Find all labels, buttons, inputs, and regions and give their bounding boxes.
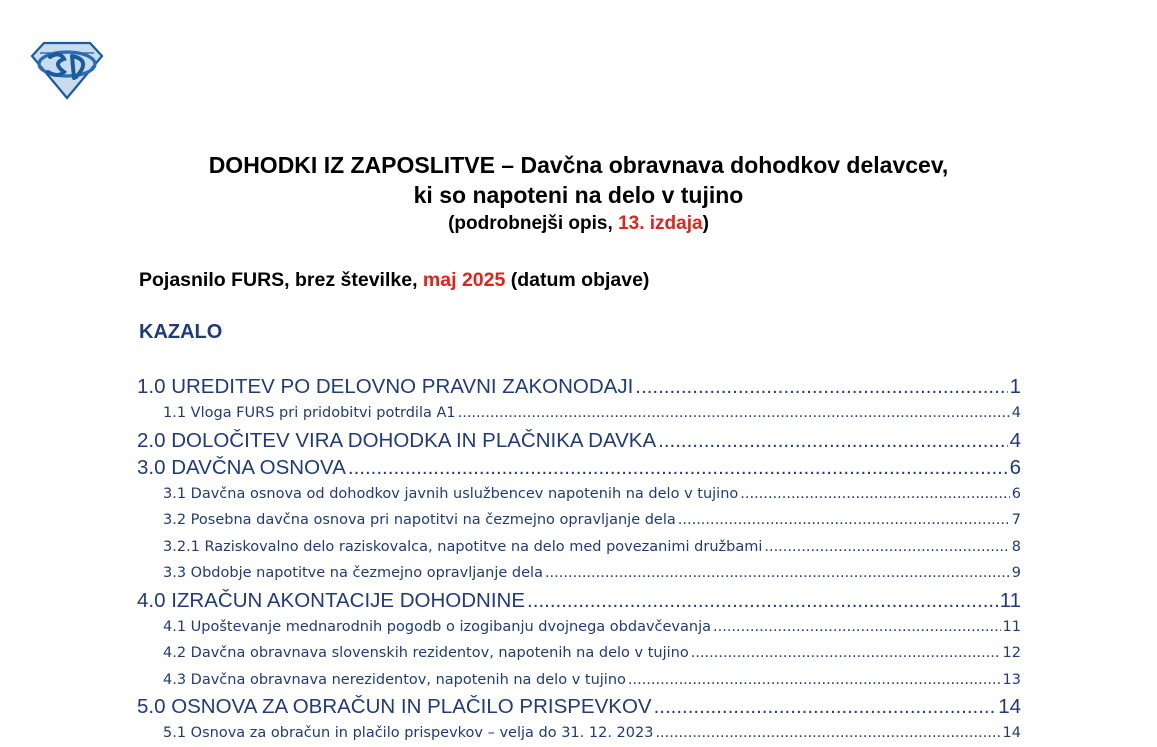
explanation-line [139,269,649,292]
toc-section-link[interactable] [137,614,1021,641]
toc-dot-leader [764,534,1009,561]
toc-page-number: 7 [1011,512,1021,528]
toc-dot-leader [527,587,998,614]
toc-dot-leader [635,373,1007,400]
toc-entry-title: 5.0 OSNOVA ZA OBRAČUN IN PLAČILO PRISPEVKOV [137,695,652,718]
document-title-line-1: DOHODKI IZ ZAPOSLITVE – Davčna obravnava dohodkov delavcev, [208,152,949,178]
toc-section-link[interactable] [137,560,1021,587]
toc-chapter-link[interactable] [137,427,1021,454]
toc-section-link[interactable] [137,481,1021,508]
toc-page-number: 11 [1002,618,1021,635]
toc-page-number: 13 [1002,671,1021,688]
document-title-block [0,150,1157,237]
toc-page-number: 9 [1011,565,1021,581]
toc-page-number: 8 [1011,538,1021,555]
toc-entry-title: 3.3 Obdobje napotitve na čezmejno opravljanje dela [163,565,543,581]
toc-page-number: 14 [1002,725,1021,741]
toc-dot-leader [545,560,1010,587]
toc-entry-title: 4.0 IZRAČUN AKONTACIJE DOHODNINE [137,588,526,612]
toc-page-number: 6 [1011,485,1021,502]
toc-page-number: 14 [998,695,1021,718]
logo-emblem [30,40,104,100]
toc-dot-leader [740,481,1010,508]
toc-dot-leader [458,400,1010,427]
toc-page-number: 4 [1009,428,1021,452]
toc-entry-title: 4.3 Davčna obravnava nerezidentov, napotenih na delo v tujino [163,671,626,688]
toc-entry-title: 3.2 Posebna davčna osnova pri napotitvi na čezmejno opravljanje dela [163,512,676,528]
toc-section-link[interactable] [137,640,1021,667]
toc-chapter-link[interactable] [137,454,1021,481]
toc-entry-title: 4.2 Davčna obravnava slovenskih rezidentov, napotenih na delo v tujino [163,645,689,661]
subtitle-prefix: (podrobnejši opis, [448,213,619,234]
table-of-contents-heading: KAZALO [139,321,223,343]
explanation-suffix: (datum objave) [505,269,650,291]
toc-entry-title: 3.1 Davčna osnova od dohodkov javnih uslužbencev napotenih na delo v tujino [163,485,739,502]
toc-dot-leader [713,614,1001,641]
toc-entry-title: 5.1 Osnova za obračun in plačilo prispevkov – velja do 31. 12. 2023 [163,725,654,741]
publication-date: maj 2025 [422,269,506,291]
toc-dot-leader [691,640,1001,667]
toc-entry-title: 3.2.1 Raziskovalno delo raziskovalca, napotitve na delo med povezanimi družbami [163,538,763,555]
toc-entry-title: 1.0 UREDITEV PO DELOVNO PRAVNI ZAKONODAJI [137,375,634,398]
subtitle-suffix: ) [702,213,709,234]
explanation-prefix: Pojasnilo FURS, brez številke, [139,269,423,291]
document-title-line-2: ki so napoteni na delo v tujino [413,182,744,208]
toc-section-link[interactable] [137,534,1021,561]
document-subtitle [0,211,1157,237]
table-of-contents [137,373,1021,747]
toc-dot-leader [348,454,1008,481]
toc-entry-title: 4.1 Upoštevanje mednarodnih pogodb o izogibanju dvojnega obdavčevanja [163,618,711,635]
toc-dot-leader [628,667,1001,694]
toc-dot-leader [678,507,1010,534]
toc-page-number: 11 [999,588,1021,612]
toc-chapter-link[interactable] [137,587,1021,614]
toc-entry-title: 2.0 DOLOČITEV VIRA DOHODKA IN PLAČNIKA DAVKA [137,428,657,452]
toc-entry-title: 1.1 Vloga FURS pri pridobitvi potrdila A1 [163,405,456,421]
toc-page-number: 4 [1011,405,1021,421]
toc-section-link[interactable] [137,400,1021,427]
toc-chapter-link[interactable] [137,373,1021,400]
toc-section-link[interactable] [137,667,1021,694]
toc-section-link[interactable] [137,507,1021,534]
edition-label: 13. izdaja [618,213,703,234]
toc-page-number: 6 [1009,455,1021,479]
toc-dot-leader [654,693,997,720]
toc-page-number: 12 [1002,645,1021,661]
toc-dot-leader [658,427,1007,454]
toc-page-number: 1 [1009,375,1021,398]
toc-entry-title: 3.0 DAVČNA OSNOVA [137,455,346,479]
toc-chapter-link[interactable] [137,693,1021,720]
